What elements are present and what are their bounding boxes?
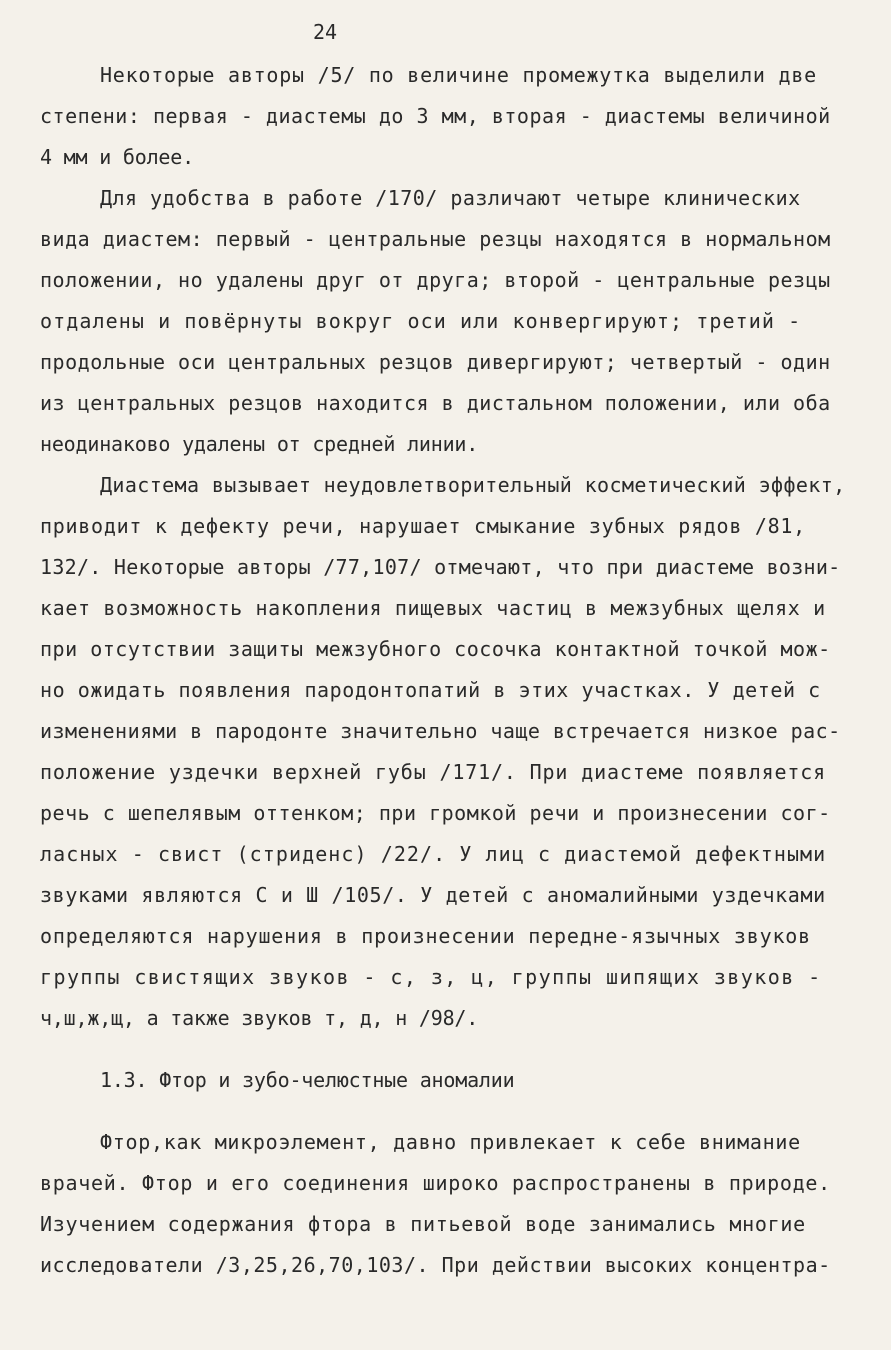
- text-line: из центральных резцов находится в дистальном положении, или оба: [40, 391, 831, 415]
- text-line: Диастема вызывает неудовлетворительный косметический эффект,: [100, 473, 846, 497]
- text-line: Изучением содержания фтора в питьевой воде занимались многие: [40, 1212, 806, 1236]
- text-line: 132/. Некоторые авторы /77,107/ отмечают, что при диастеме возни-: [40, 555, 841, 579]
- text-line: неодинаково удалены от средней линии.: [40, 432, 479, 456]
- section-heading: 1.3. Фтор и зубо-челюстные аномалии: [100, 1068, 515, 1092]
- text-line: Некоторые авторы /5/ по величине промежутка выделили две: [100, 63, 817, 87]
- text-line: кает возможность накопления пищевых частиц в межзубных щелях и: [40, 596, 826, 620]
- text-line: Для удобства в работе /170/ различают четыре клинических: [100, 186, 801, 210]
- text-line: врачей. Фтор и его соединения широко распространены в природе.: [40, 1171, 831, 1195]
- text-line: группы свистящих звуков - с, з, ц, группы шипящих звуков -: [40, 965, 822, 989]
- text-line: ч,ш,ж,щ, а также звуков т, д, н /98/.: [40, 1006, 479, 1030]
- text-line: Фтор,как микроэлемент, давно привлекает к себе внимание: [100, 1130, 801, 1154]
- text-line: ласных - свист (стриденс) /22/. У лиц с диастемой дефектными: [40, 842, 827, 866]
- text-line: речь с шепелявым оттенком; при громкой речи и произнесении сог-: [40, 801, 831, 825]
- text-line: но ожидать появления пародонтопатий в этих участках. У детей с: [40, 678, 821, 702]
- text-line: приводит к дефекту речи, нарушает смыкание зубных рядов /81,: [40, 514, 806, 538]
- page-number: 24: [313, 20, 338, 44]
- text-line: положение уздечки верхней губы /171/. При диастеме появляется: [40, 760, 827, 784]
- text-line: исследователи /3,25,26,70,103/. При действии высоких концентра-: [40, 1253, 831, 1277]
- text-line: степени: первая - диастемы до 3 мм, вторая - диастемы величиной: [40, 104, 831, 128]
- text-line: положении, но удалены друг от друга; второй - центральные резцы: [40, 268, 831, 292]
- text-line: продольные оси центральных резцов дивергируют; четвертый - один: [40, 350, 831, 374]
- text-line: определяются нарушения в произнесении передне-язычных звуков: [40, 924, 812, 948]
- text-line: 4 мм и более.: [40, 145, 194, 169]
- text-line: отдалены и повёрнуты вокруг оси или конвергируют; третий -: [40, 309, 802, 333]
- text-line: при отсутствии защиты межзубного сосочка контактной точкой мож-: [40, 637, 831, 661]
- text-line: вида диастем: первый - центральные резцы находятся в нормальном: [40, 227, 831, 251]
- text-line: звуками являются С и Ш /105/. У детей с аномалийными уздечками: [40, 883, 826, 907]
- text-line: изменениями в пародонте значительно чаще встречается низкое рас-: [40, 719, 841, 743]
